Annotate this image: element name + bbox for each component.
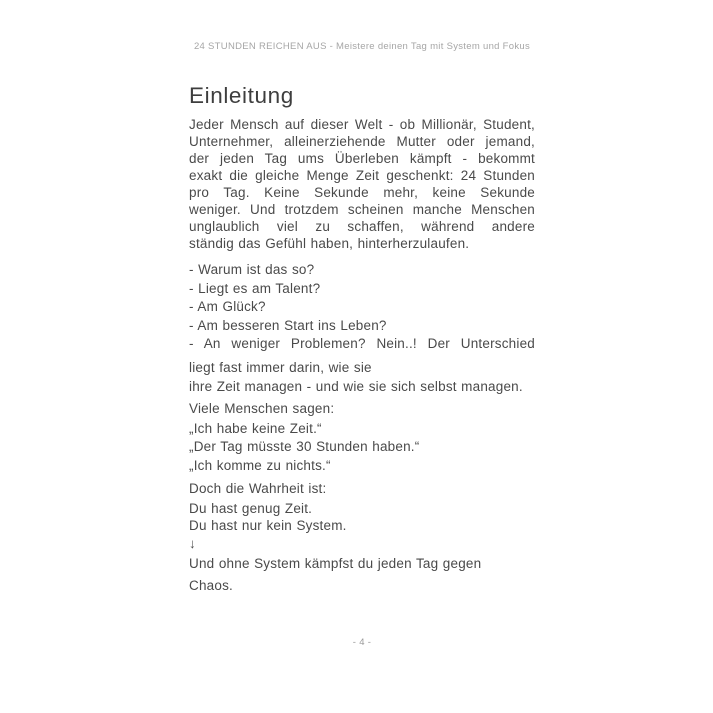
text-line: exakt die gleiche Menge Zeit geschenkt: 24 Stunden — [189, 168, 535, 183]
text-line: unglaublich viel zu schaffen, während andere — [189, 219, 535, 234]
text-line: Unternehmer, alleinerziehende Mutter oder jemand, — [189, 134, 535, 149]
text-line: ihre Zeit managen - und wie sie sich selbst managen. — [189, 378, 523, 394]
closing — [189, 553, 535, 597]
running-header: 24 STUNDEN REICHEN AUS - Meistere deinen Tag mit System und Fokus — [193, 41, 531, 52]
text-line: weniger. Und trotzdem scheinen manche Menschen — [189, 202, 535, 217]
truth-intro — [189, 479, 535, 498]
text-line: Doch die Wahrheit ist: — [189, 480, 327, 496]
text-line: „Ich habe keine Zeit.“ — [189, 420, 322, 436]
text-line: „Der Tag müsste 30 Stunden haben.“ — [189, 439, 420, 455]
question-list — [189, 261, 535, 354]
continuation — [189, 358, 535, 396]
text-column — [189, 41, 535, 597]
lead-in — [189, 399, 535, 418]
text-line: pro Tag. Keine Sekunde mehr, keine Sekunde — [189, 185, 535, 200]
intro-paragraph — [189, 116, 535, 252]
quotes — [189, 420, 535, 476]
text-line: Du hast genug Zeit. — [189, 500, 313, 516]
text-line: liegt fast immer darin, wie sie — [189, 359, 372, 375]
text-line: ↓ — [189, 535, 196, 551]
text-line: Du hast nur kein System. — [189, 518, 347, 534]
text-line: - Am besseren Start ins Leben? — [189, 317, 387, 333]
text-line: Und ohne System kämpfst du jeden Tag gegen — [189, 556, 482, 572]
text-line: - Liegt es am Talent? — [189, 280, 321, 296]
page-body — [189, 116, 535, 597]
truth-lines — [189, 500, 535, 553]
text-line: - Warum ist das so? — [189, 262, 315, 277]
text-line: der jeden Tag ums Überleben kämpft - bekommt — [189, 151, 535, 166]
page-title: Einleitung — [189, 83, 294, 108]
page-number: - 4 - — [352, 637, 372, 648]
text-line: Jeder Mensch auf dieser Welt - ob Millionär, Student, — [189, 117, 535, 132]
text-line: - Am Glück? — [189, 299, 266, 314]
text-line: Chaos. — [189, 578, 233, 594]
text-line: ständig das Gefühl haben, hinterherzulaufen. — [189, 236, 470, 251]
text-line: „Ich komme zu nichts.“ — [189, 458, 331, 474]
text-line: Viele Menschen sagen: — [189, 400, 335, 416]
text-line: - An weniger Problemen? Nein..! Der Unterschied — [189, 336, 535, 351]
